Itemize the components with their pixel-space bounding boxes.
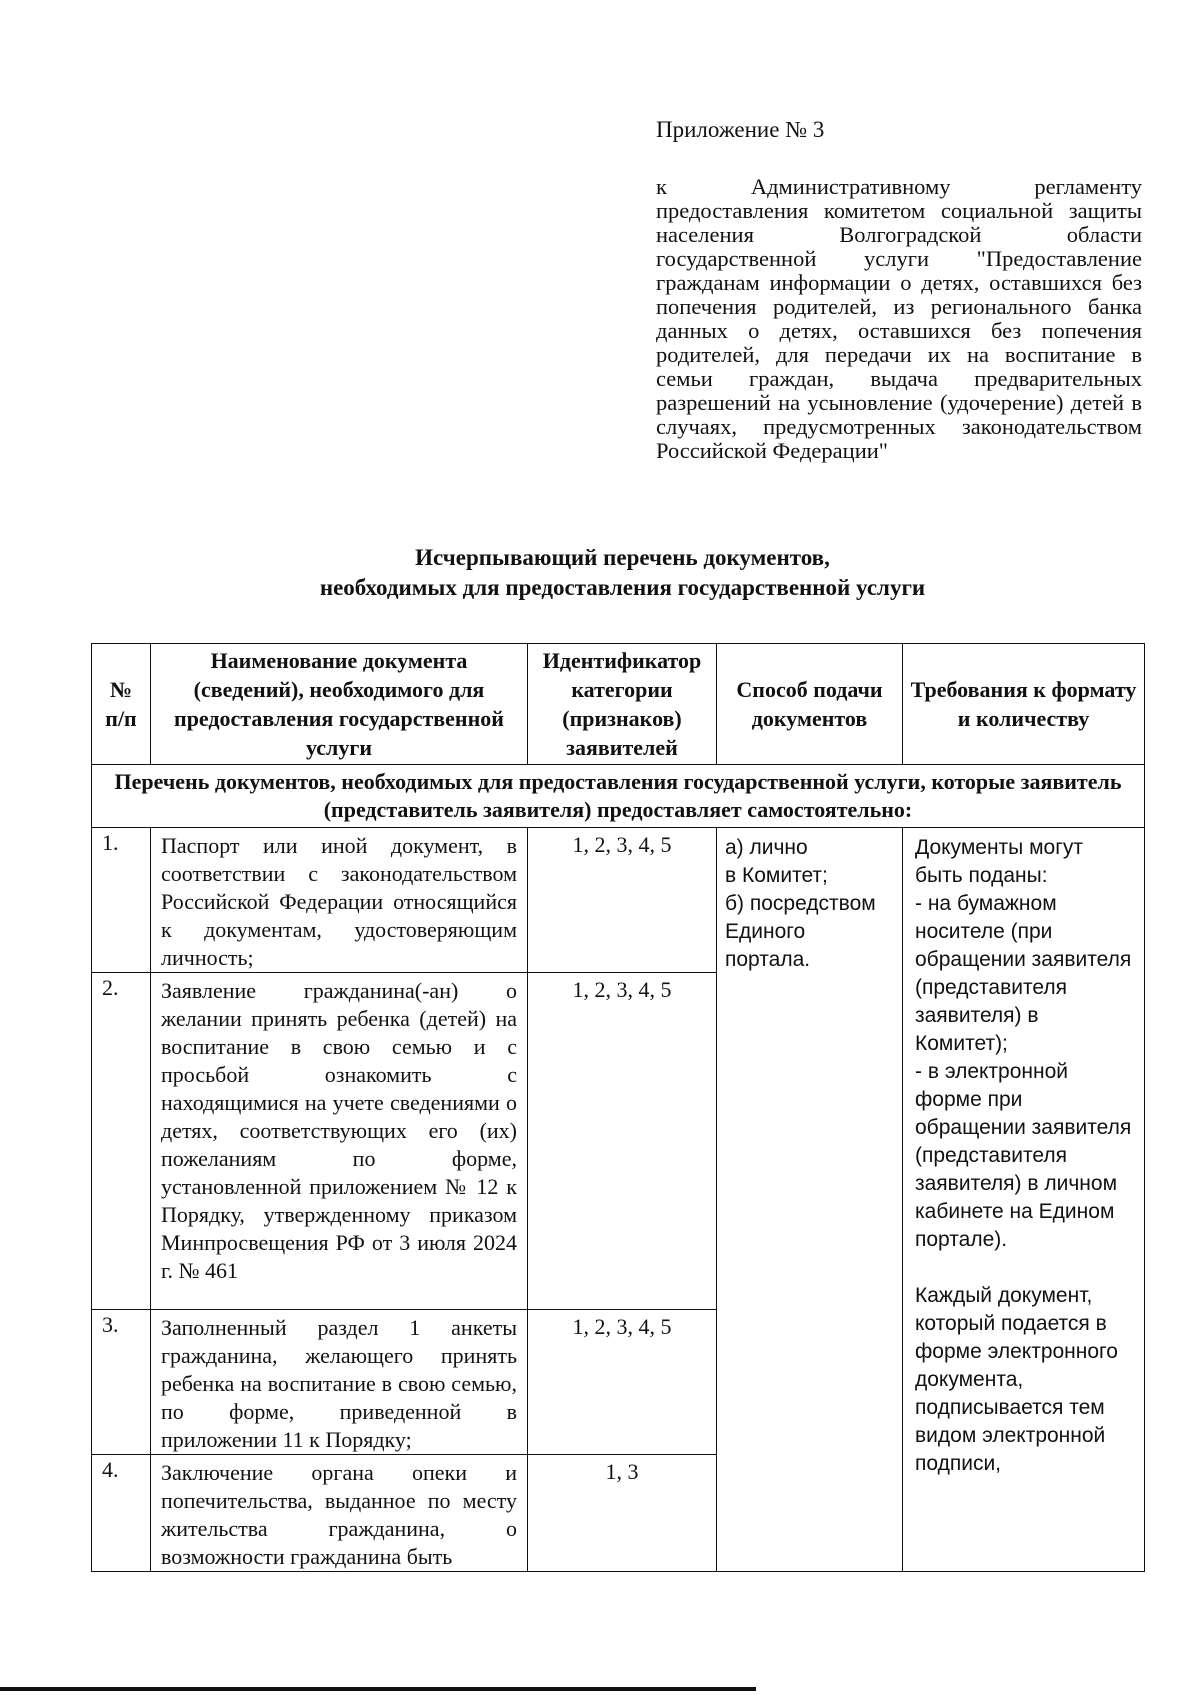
requirements-spacer	[915, 1254, 1136, 1282]
requirements-p2: - на бумажном носителе (при обращении заявителя (представителя заявителя) в Комитет);	[915, 892, 1132, 1055]
method-line-1: а) лично	[725, 836, 808, 859]
document-title-line-2: необходимых для предоставления государственной услуги	[319, 575, 926, 600]
document-title-line-1: Исчерпывающий перечень документов,	[415, 545, 830, 570]
header-num: № п/п	[92, 644, 151, 765]
method-line-2: в Комитет;	[725, 864, 828, 887]
header-ids: Идентификатор категории (признаков) заявителей	[528, 644, 717, 765]
method-line-5: портала.	[725, 948, 811, 971]
requirements-p4: Каждый документ, который подается в форме электронного документа, подписывается тем видом электронной подписи,	[915, 1284, 1118, 1475]
appendix-text: к Административному регламенту предоставления комитетом социальной защиты населения Волгоградской области государственной услуги "Предоставление гражданам информации о детях, оставшихся без попечения родителей, из регионального банка данных о детях, оставшихся без попечения родителей, для передачи их на воспитание в семьи граждан, выдача предварительных разрешений на усыновление (удочерение) детей в случаях, предусмотренных законодательством Российской Федерации"	[656, 174, 1142, 463]
table-row	[92, 828, 1145, 973]
requirements-p3: - в электронной форме при обращении заявителя (представителя заявителя) в личном кабинете на Едином портале).	[915, 1060, 1132, 1251]
row-num: 1.	[92, 828, 151, 973]
row-num: 2.	[92, 973, 151, 1310]
page-bottom-rule	[0, 1687, 756, 1691]
submission-method-cell	[717, 828, 903, 1572]
documents-table	[91, 643, 1145, 1572]
row-category-ids: 1, 2, 3, 4, 5	[528, 973, 717, 1310]
section-row	[92, 765, 1145, 828]
header-method: Способ подачи документов	[717, 644, 903, 765]
row-num: 3.	[92, 1310, 151, 1455]
row-document-name: Заполненный раздел 1 анкеты гражданина, желающего принять ребенка на воспитание в свою семью, по форме, приведенной в приложении 11 к Порядку;	[151, 1310, 528, 1455]
row-document-name: Паспорт или иной документ, в соответствии с законодательством Российской Федерации относящийся к документам, удостоверяющим личность;	[151, 828, 528, 973]
document-title	[0, 543, 1200, 603]
row-category-ids: 1, 3	[528, 1455, 717, 1572]
table-header-row	[92, 644, 1145, 765]
requirements-p1: Документы могут быть поданы:	[915, 836, 1083, 887]
method-line-3: б) посредством	[725, 892, 876, 915]
row-document-name: Заключение органа опеки и попечительства, выданное по месту жительства гражданина, о возможности гражданина быть	[151, 1455, 528, 1572]
method-line-4: Единого	[725, 920, 806, 943]
row-document-name: Заявление гражданина(-ан) о желании принять ребенка (детей) на воспитание в свою семью и с просьбой ознакомить с находящимися на учете сведениями о детях, соответствующих его (их) пожеланиям по форме, установленной приложением № 12 к Порядку, утвержденному приказом Минпросвещения РФ от 3 июля 2024 г. № 461	[151, 973, 528, 1310]
appendix-title: Приложение № 3	[656, 117, 825, 142]
row-num: 4.	[92, 1455, 151, 1572]
row-category-ids: 1, 2, 3, 4, 5	[528, 1310, 717, 1455]
header-requirements: Требования к формату и количеству	[903, 644, 1145, 765]
header-name: Наименование документа (сведений), необходимого для предоставления государственной услуги	[151, 644, 528, 765]
row-category-ids: 1, 2, 3, 4, 5	[528, 828, 717, 973]
requirements-cell	[903, 828, 1145, 1572]
section-heading: Перечень документов, необходимых для предоставления государственной услуги, которые заявитель (представитель заявителя) предоставляет самостоятельно:	[92, 765, 1145, 828]
